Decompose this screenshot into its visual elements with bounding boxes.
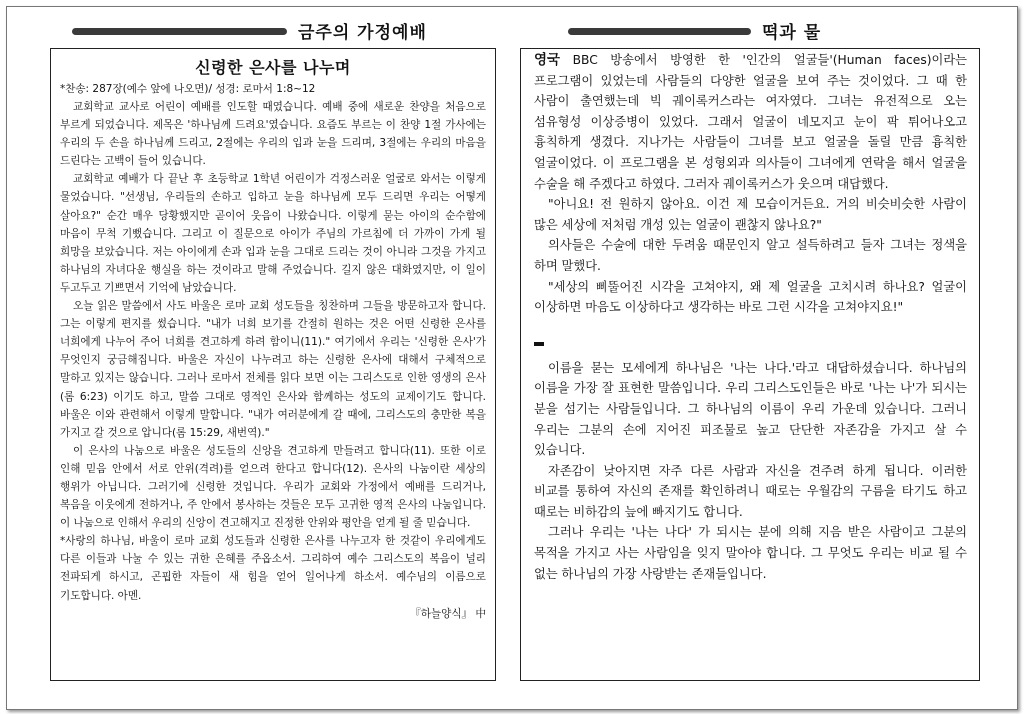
source-credit: 『하늘양식』 中 xyxy=(410,607,486,620)
sermon-title: 신령한 은사를 나누며 xyxy=(195,58,351,77)
header-decor-bar xyxy=(72,28,287,35)
section-divider xyxy=(534,342,544,346)
column-paragraph: 의사들은 수술에 대한 두려움 때문인지 알고 설득하려고 들자 그녀는 정색을 하며 말했다. xyxy=(534,238,967,273)
column-paragraph: 그러나 우리는 '나는 나다' 가 되시는 분에 의해 지음 받은 사람이고 그분의 목적을 가지고 사는 사람임을 잊지 말아야 합니다. 그 무엇도 우리는 비교 될 수 없는 하나님의 가장 사랑받는 존재들입니다. xyxy=(534,525,967,581)
header-decor-bar xyxy=(568,28,751,35)
prayer-text: *사랑의 하나님, 바울이 로마 교회 성도들과 신령한 은사를 나누고자 한 것같이 우리에게도 다른 이들과 나눌 수 있는 귀한 은혜를 주옵소서. 그리하여 예수 그리스도의 복음이 널리 전파되게 하시고, 곤핍한 자들이 새 힘을 얻어 일어나게 하소서. 예수님의 이름으로 기도합니다. 아멘. xyxy=(60,535,486,602)
left-page-title: 금주의 가정예배 xyxy=(298,23,427,43)
column-paragraph xyxy=(534,50,967,194)
bread-and-water-box xyxy=(520,48,980,681)
column-paragraph: 자존감이 낮아지면 자주 다른 사람과 자신을 견주려 하게 됩니다. 이러한 비교를 통하여 자신의 존재를 확인하려니 때로는 우월감의 구름을 타기도 하고 때로는 비하감의 늪에 빠지기도 합니다. xyxy=(534,463,967,519)
column-body xyxy=(534,50,967,584)
right-page-header xyxy=(520,18,980,44)
sermon-paragraph: 이 은사의 나눔으로 바울은 성도들의 신앙을 견고하게 만들려고 합니다(11). 또한 이로 인해 믿음 안에서 서로 안위(격려)를 얻으려 한다고 합니다(12). 은사의 나눔이란 세상의 행위가 아닙니다. 그러기에 신령한 것입니다. 우리가 교회와 가정에서 예배를 드리거나, 복음을 이웃에게 전하거나, 주 안에서 봉사하는 것들은 모두 고귀한 영적 은사의 나눔입니다. 이 나눔으로 인해서 우리의 신앙이 견고해지고 진정한 안위와 평안을 얻게 될 줄 믿습니다. xyxy=(60,444,486,530)
sermon-paragraph: 오늘 읽은 말씀에서 사도 바울은 로마 교회 성도들을 칭찬하며 그들을 방문하고자 합니다. 그는 이렇게 편지를 썼습니다. "내가 너희 보기를 간절히 원하는 것은 어떤 신령한 은사를 너희에게 나누어 주어 너희를 견고하게 하려 함이니(11)." 여기에서 우리는 '신령한 은사'가 무엇인지 궁금해집니다. 바울은 자신이 나누려고 하는 신령한 은사에 대해서 구체적으로 말하고 있지는 않습니다. 그러나 로마서 전체를 읽다 보면 이는 그리스도로 인한 영생의 은사(롬 6:23) 이기도 하고, 말씀 그대로 영적인 은사와 함께하는 성도의 교제이기도 합니다. 바울은 이와 관련해서 이렇게 말합니다. "내가 여러분에게 갈 때에, 그리스도의 충만한 복을 가지고 갈 것으로 압니다(롬 15:29, 새번역)." xyxy=(60,300,486,439)
right-page-title: 떡과 물 xyxy=(762,23,822,43)
family-worship-box xyxy=(50,48,496,681)
sermon-meta: *찬송: 287장(예수 앞에 나오면)/ 성경: 로마서 1:8~12 xyxy=(60,83,316,95)
sermon-paragraph: 교회학교 예배가 다 끝난 후 초등학교 1학년 어린이가 걱정스러운 얼굴로 와서는 이렇게 물었습니다. "선생님, 우리들의 손하고 입하고 눈을 하나님께 모두 드리면 우리는 어떻게 살아요?" 순간 매우 당황했지만 곧이어 웃음이 나왔습니다. 이렇게 묻는 아이의 순수함에 마음이 무척 기뻤습니다. 그리고 이 질문으로 아이가 주님의 가르침에 더 가까이 가게 될 희망을 보았습니다. 저는 아이에게 손과 입과 눈을 그대로 드리는 것이 아니라 그것을 가지고 하나님의 자녀다운 행실을 하는 것이라고 말해 주었습니다. 길지 않은 대화였지만, 이 일이 두고두고 기쁘면서 기억에 남았습니다. xyxy=(60,173,486,294)
left-page-header xyxy=(50,18,494,44)
sermon-paragraph: 교회학교 교사로 어린이 예배를 인도할 때였습니다. 예배 중에 새로운 찬양을 처음으로 부르게 되었습니다. 제목은 '하나님께 드려요'였습니다. 요즘도 부르는 이 찬양 1절 가사에는 우리의 두 손을 하나님께 드리고, 2절에는 우리의 입과 눈을 드리며, 3절에는 우리의 마음을 드린다는 고백이 들어 있습니다. xyxy=(60,101,486,168)
sermon-body xyxy=(60,98,486,623)
lead-word: 영국 xyxy=(534,52,561,68)
column-paragraph: 이름을 묻는 모세에게 하나님은 '나는 나다.'라고 대답하셨습니다. 하나님의 이름을 가장 잘 표현한 말씀입니다. 우리 그리스도인들은 바로 '나는 나'가 되시는 분을 섬기는 사람들입니다. 그 하나님의 이름이 우리 가운데 있습니다. 그러니 우리는 그분의 손에 지어진 피조물로 높고 단단한 자존감을 가지고 살 수 있습니다. xyxy=(534,360,967,458)
column-paragraph-text: BBC 방송에서 방영한 한 '인간의 얼굴들'(Human faces)이라는 프로그램이 있었는데 사람들의 다양한 얼굴을 보여 주는 것이었다. 그 때 한 사람이 출연했는데 빅 궤이록커스라는 여자였다. 그녀는 유전적으로 오는 섬유형성 이상증병이 있었다. 그래서 얼굴이 네모지고 눈이 팍 튀어나오고 흉칙하게 생겼다. 지나가는 사람들이 그녀를 보고 얼굴을 돌릴 만큼 흉칙한 얼굴이었다. 이 프로그램을 본 성형외과 의사들이 그녀에게 연락을 해서 얼굴을 수술을 해 주겠다고 하였다. 그러자 궤이록커스가 웃으며 대답했다. xyxy=(534,53,967,191)
column-paragraph: "아니요! 전 원하지 않아요. 이건 제 모습이거든요. 거의 비슷비슷한 사람이 많은 세상에 저처럼 개성 있는 얼굴이 괜찮지 않나요?" xyxy=(534,197,967,232)
column-paragraph: "세상의 삐뚤어진 시각을 고쳐야지, 왜 제 얼굴을 고치시려 하나요? 얼굴이 이상하면 마음도 이상하다고 생각하는 바로 그런 시각을 고쳐야지요!" xyxy=(534,279,967,315)
